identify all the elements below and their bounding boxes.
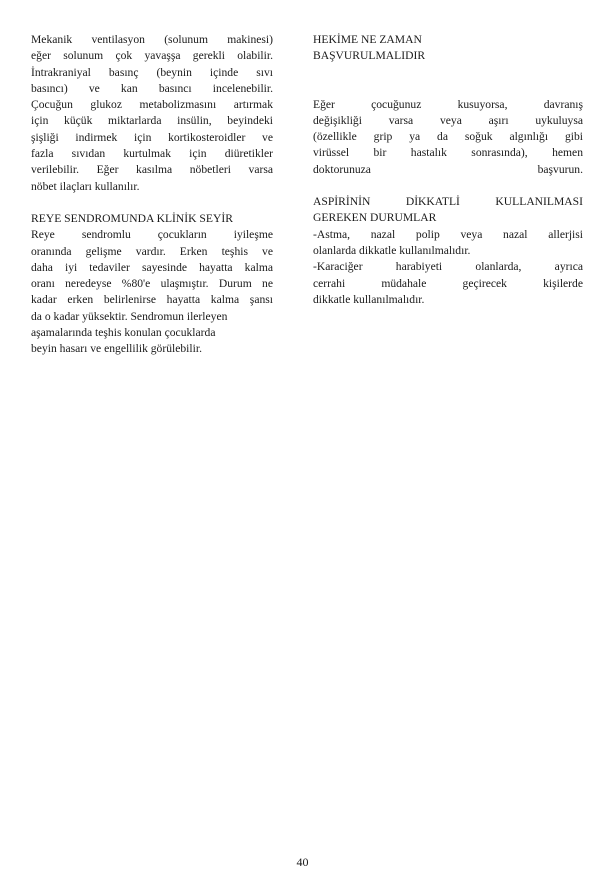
- text-line: Reye sendromlu çocukların iyileşme: [31, 228, 273, 242]
- text-line: virüssel bir hastalık sonrasında), hemen: [313, 146, 583, 160]
- text-line: basıncı) ve kan basıncı incelenebilir.: [31, 81, 273, 95]
- heading-line: BAŞVURULMALIDIR: [313, 49, 426, 63]
- text-line: daha iyi tedaviler sayesinde hayatta kalma: [31, 260, 273, 274]
- text-line: nöbet ilaçları kullanılır.: [31, 179, 140, 193]
- text-line: doktorunuza başvurun.: [313, 162, 583, 176]
- when-heading: [313, 32, 583, 65]
- text-line: dikkatle kullanılmalıdır.: [313, 292, 425, 306]
- text-line: şişliği indirmek için kortikosteroidler ve: [31, 130, 273, 144]
- text-line: değişikliği varsa veya aşırı uykuluysa: [313, 113, 583, 127]
- text-line: fazla sıvıdan kurtulmak için diüretikler: [31, 147, 273, 161]
- text-line: beyin hasarı ve engellilik görülebilir.: [31, 342, 202, 356]
- text-line: olanlarda dikkatle kullanılmalıdır.: [313, 243, 471, 257]
- section-heading: REYE SENDROMUNDA KLİNİK SEYİR: [31, 211, 233, 225]
- spacer: [31, 195, 273, 211]
- intro-paragraph: [31, 32, 273, 195]
- left-column: [31, 32, 273, 358]
- text-line: -Karaciğer harabiyeti olanlarda, ayrıca: [313, 260, 583, 274]
- caution-heading: [313, 194, 583, 227]
- clinical-course-paragraph: [31, 227, 273, 357]
- heading-line: HEKİME NE ZAMAN: [313, 33, 422, 46]
- text-line: için küçük miktarlarda insülin, beyindeki: [31, 114, 273, 128]
- text-line: Çocuğun glukoz metabolizmasını artırmak: [31, 98, 273, 112]
- heading-line: ASPİRİNİN DİKKATLİ KULLANILMASI: [313, 195, 583, 209]
- text-line: eğer solunum çok yavaşşa gerekli olabilir.: [31, 49, 273, 63]
- text-line: -Astma, nazal polip veya nazal allerjisi: [313, 227, 583, 241]
- text-line: aşamalarında teşhis konulan çocuklarda: [31, 326, 216, 340]
- spacer: [313, 65, 583, 97]
- heading-line: GEREKEN DURUMLAR: [313, 211, 437, 225]
- page-number: 40: [296, 855, 309, 869]
- text-line: Mekanik ventilasyon (solunum makinesi): [31, 33, 273, 46]
- when-paragraph: [313, 97, 583, 178]
- caution-list: [313, 227, 583, 308]
- text-line: oranında gelişme vardır. Erken teşhis ve: [31, 244, 273, 258]
- text-line: verilebilir. Eğer kasılma nöbetleri varsa: [31, 163, 273, 177]
- text-line: Eğer çocuğunuz kusuyorsa, davranış: [313, 97, 583, 111]
- spacer: [313, 178, 583, 194]
- text-line: İntrakraniyal basınç (beynin içinde sıvı: [31, 65, 273, 79]
- text-line: da o kadar yüksektir. Sendromun ilerleyen: [31, 309, 228, 323]
- text-line: kadar erken belirlenirse hayatta kalma şansı: [31, 293, 273, 307]
- text-line: (özellikle grip ya da soğuk algınlığı gibi: [313, 130, 583, 144]
- right-column: [313, 32, 583, 308]
- text-line: oranı neredeyse %80'e ulaşmıştır. Durum ne: [31, 277, 273, 291]
- text-line: cerrahi müdahale geçirecek kişilerde: [313, 276, 583, 290]
